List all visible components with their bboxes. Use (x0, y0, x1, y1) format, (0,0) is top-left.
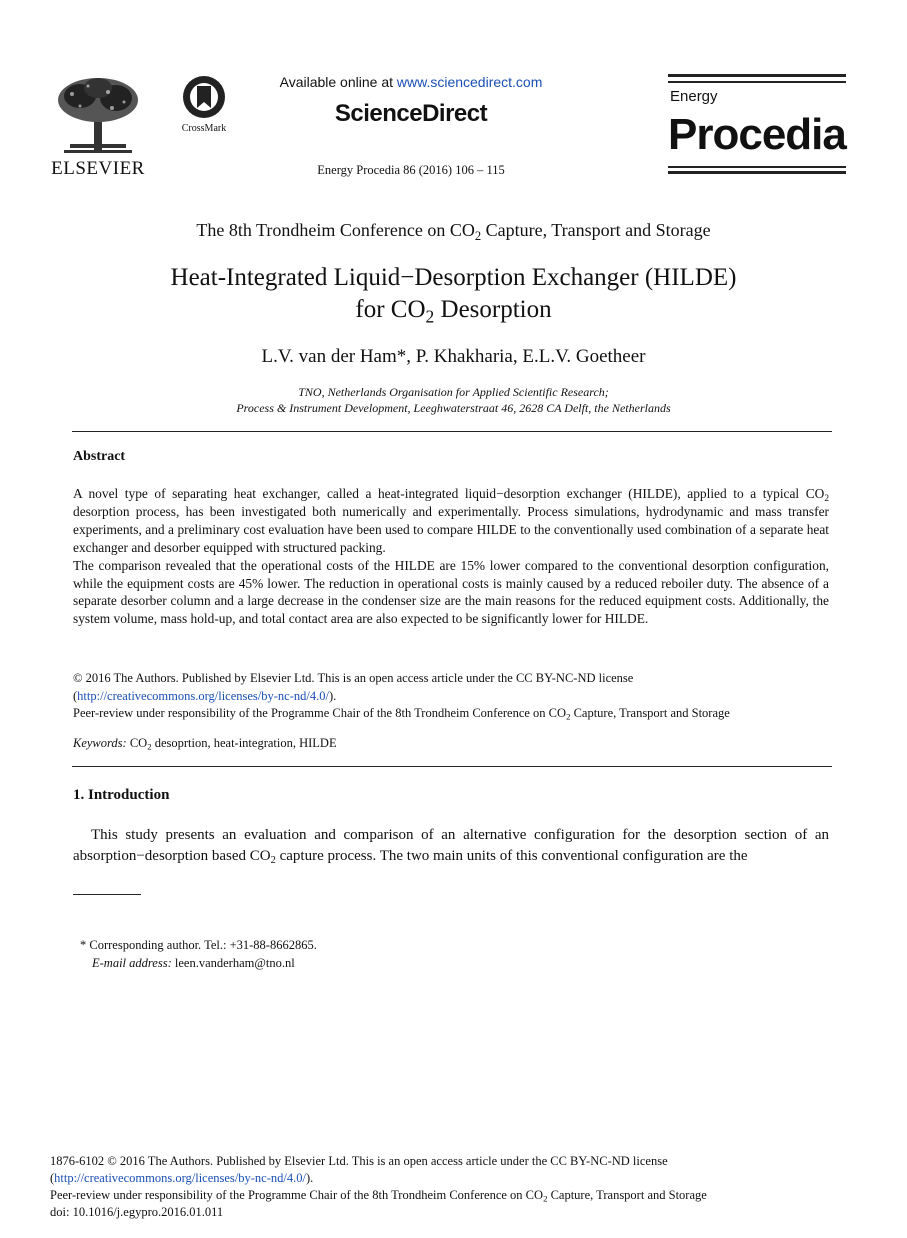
author-list: L.V. van der Ham*, P. Khakharia, E.L.V. Goetheer (261, 346, 646, 367)
journal-logo-rule-top-2 (668, 81, 846, 83)
footnote-email-line (80, 954, 317, 972)
journal-logo-rule-bottom (668, 166, 846, 168)
journal-word-procedia: Procedia (668, 110, 846, 159)
sciencedirect-link[interactable]: www.sciencedirect.com (396, 74, 543, 90)
introduction-body (73, 825, 829, 867)
license-line-1: © 2016 The Authors. Published by Elsevier Ltd. This is an open access article under the CC BY-NC-ND license (73, 671, 634, 685)
abstract-body (73, 485, 829, 628)
bottom-license-link[interactable]: http://creativecommons.org/licenses/by-nc-nd/4.0/ (54, 1171, 306, 1185)
footnote (80, 936, 317, 972)
paper-title-line-1: Heat-Integrated Liquid−Desorption Exchanger (HILDE) (170, 264, 737, 291)
bottom-doi: doi: 10.1016/j.egypro.2016.01.011 (50, 1205, 224, 1219)
conference-name: The 8th Trondheim Conference on $CO_2$ Capture, Transport and Storage (196, 220, 711, 243)
introduction-paragraph: This study presents an evaluation and comparison of an alternative configuration for the desorption section of an absorption−desorption based $CO_2$ capture process. The two main units of this conventional configuration are the (73, 827, 829, 867)
keywords-label: Keywords: (73, 736, 127, 750)
introduction-heading: 1. Introduction (73, 787, 170, 803)
bottom-issn-license: 1876-6102 © 2016 The Authors. Published by Elsevier Ltd. This is an open access article under the CC BY-NC-ND license (50, 1154, 668, 1168)
crossmark-label: CrossMark (181, 123, 227, 134)
journal-logo-rule-bottom-2 (668, 171, 846, 174)
license-line-2: (http://creativecommons.org/licenses/by-nc-nd/4.0/). (73, 688, 337, 703)
journal-logo-rule-top (668, 74, 846, 77)
bottom-license-link-line: (http://creativecommons.org/licenses/by-nc-nd/4.0/). (50, 1171, 314, 1185)
journal-logo (668, 74, 846, 178)
peer-review-line: Peer-review under responsibility of the Programme Chair of the 8th Trondheim Conference on $CO_2$ Capture, Transport and Storage (73, 706, 730, 722)
publisher-name: ELSEVIER (51, 158, 145, 179)
license-link[interactable]: http://creativecommons.org/licenses/by-nc-nd/4.0/ (77, 688, 329, 703)
journal-reference: Energy Procedia 86 (2016) 106 – 115 (317, 163, 505, 177)
license-block (73, 670, 833, 723)
footnote-email: leen.vanderham@tno.nl (171, 956, 295, 970)
footnote-rule (73, 894, 141, 895)
affiliation-line-1: TNO, Netherlands Organisation for Applied Scientific Research; (298, 385, 609, 399)
divider-bottom (72, 766, 832, 767)
paper-title-line-2: for $CO_2$ Desorption (355, 296, 552, 327)
available-online-text: Available online at (279, 74, 397, 90)
keywords-line: Keywords: $CO_2$ desoprtion, heat-integration, HILDE (73, 736, 337, 752)
journal-word-energy: Energy (670, 88, 718, 105)
abstract-heading: Abstract (73, 449, 126, 464)
platform-name: ScienceDirect (334, 100, 488, 127)
divider-top (72, 431, 832, 432)
abstract-paragraph-1: A novel type of separating heat exchanger, called a heat-integrated liquid−desorption exchanger (HILDE), applied to a typical $CO_2$ desorption process, has been investigated both numerically and experimentally. Process simulations, hydrodynamic and mass transfer experiments, and a preliminary cost evaluation have been used to compare HILDE to the conventionally used combination of a separate heat exchanger and desorber equipped with structured packing. (73, 486, 829, 555)
footnote-email-label: E-mail address: (92, 956, 172, 970)
bottom-peer-review: Peer-review under responsibility of the Programme Chair of the 8th Trondheim Conference on $CO_2$ Capture, Transport and Storage (50, 1188, 707, 1204)
footnote-corresponding-author: * Corresponding author. Tel.: +31-88-8662865. (80, 938, 317, 952)
bottom-copyright-block (50, 1153, 850, 1221)
abstract-paragraph-2: The comparison revealed that the operational costs of the HILDE are 15% lower compared to the conventional desorption configuration, while the equipment costs are 45% lower. The reduction in operational costs is mainly caused by a reduced reboiler duty. The absence of a separate desorber column and a large decrease in the condenser size are the main reasons for the reduced equipment costs. Additionally, the system volume, mass hold-up, and total contact area are also expected to be significantly lower for HILDE. (73, 557, 829, 627)
paper-title (0, 262, 907, 326)
affiliation (0, 384, 907, 416)
affiliation-line-2: Process & Instrument Development, Leeghwaterstraat 46, 2628 CA Delft, the Netherlands (236, 401, 671, 415)
